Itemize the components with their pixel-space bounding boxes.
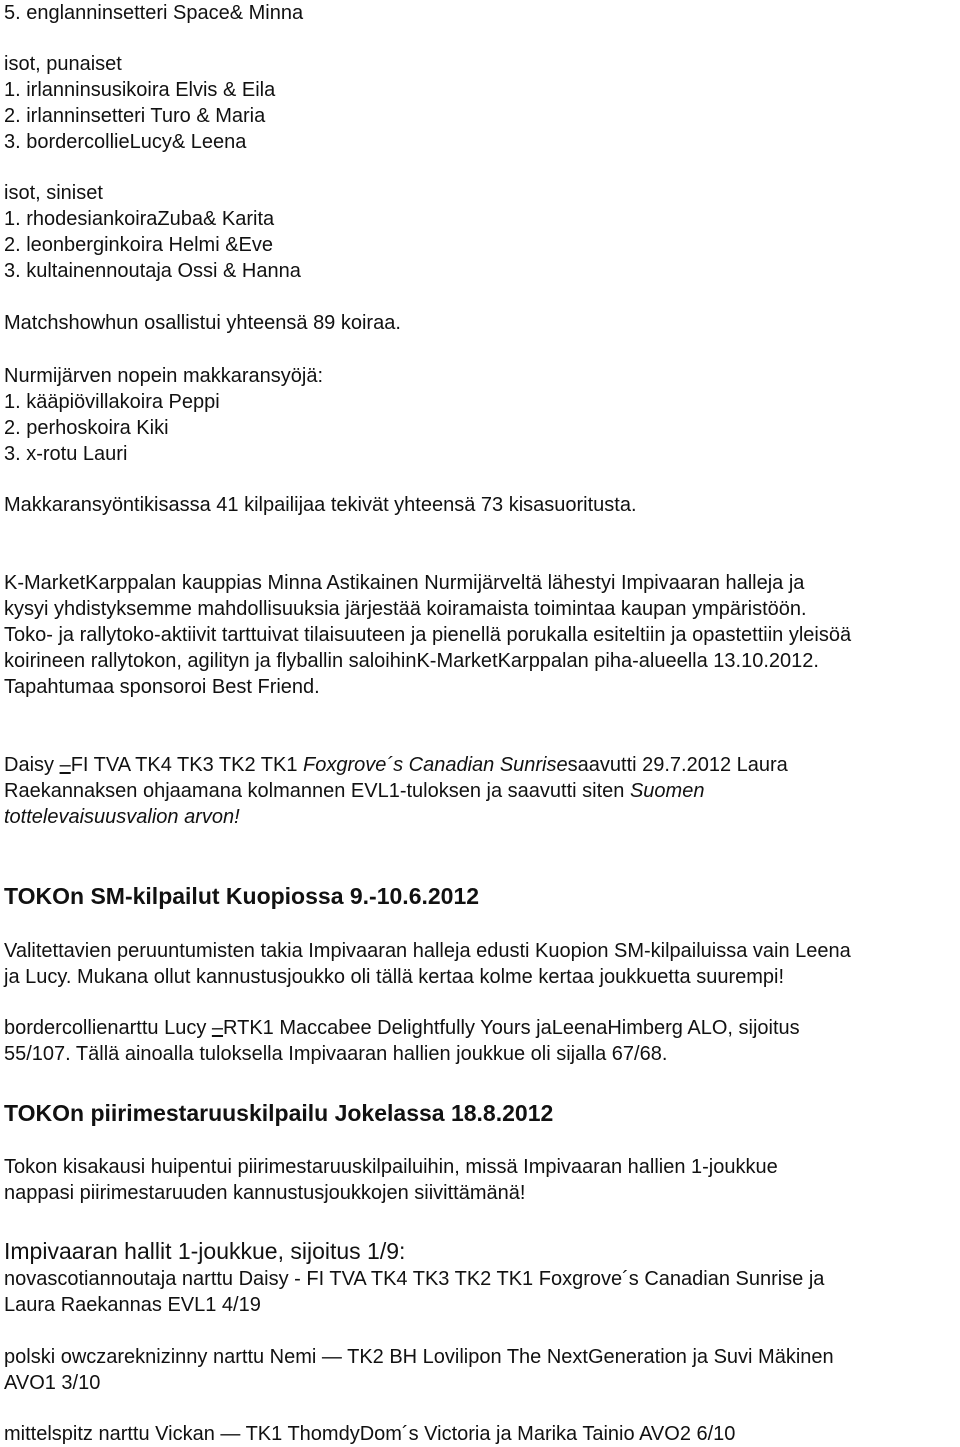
list-item: 1. kääpiövillakoira Peppi — [4, 391, 220, 413]
list-item: 2. irlanninsetteri Turo & Maria — [4, 105, 266, 127]
daisy-result-line — [4, 752, 788, 778]
text-span: saavutti 29.7.2012 Laura — [567, 754, 788, 776]
list-item: 3. x-rotu Lauri — [4, 443, 128, 465]
team-member-line: polski owczareknizinny narttu Nemi — TK2 BH Lovilipon The NextGeneration ja Suvi Mäkinen — [4, 1346, 834, 1368]
list-item: 3. bordercollieLucy& Leena — [4, 131, 247, 153]
list-item: 1. irlanninsusikoira Elvis & Eila — [4, 79, 276, 101]
section-heading-sm: TOKOn SM-kilpailut Kuopiossa 9.-10.6.2012 — [4, 883, 480, 909]
text-span: FI TVA TK4 TK3 TK2 TK1 — [70, 754, 304, 776]
paragraph-line: K-MarketKarppalan kauppias Minna Astikainen Nurmijärveltä lähestyi Impivaaran halleja ja — [4, 572, 805, 594]
paragraph-line: koirineen rallytokon, agilityn ja flyballin saloihinK-MarketKarppalan piha-alueella 13.10.2012. — [4, 650, 819, 672]
team-heading: Impivaaran hallit 1-joukkue, sijoitus 1/9: — [4, 1238, 406, 1264]
daisy-result-line — [4, 778, 704, 804]
underlined-dash: – — [211, 1017, 224, 1039]
underlined-dash: – — [59, 754, 71, 776]
italic-text: Suomen — [629, 780, 705, 802]
category-heading: Nurmijärven nopein makkaransyöjä: — [4, 365, 324, 387]
paragraph-line: Valitettavien peruuntumisten takia Impivaaran halleja edusti Kuopion SM-kilpailuissa vain Leena — [4, 940, 851, 962]
text-span: RTK1 Maccabee Delightfully Yours jaLeenaHimberg ALO, sijoitus — [223, 1017, 800, 1039]
italic-dog-name: Foxgrove´s Canadian Sunrise — [303, 754, 568, 776]
text-span: Raekannaksen ohjaamana kolmannen EVL1-tuloksen ja saavutti siten — [4, 780, 630, 802]
paragraph-line: Toko- ja rallytoko-aktiivit tarttuivat tilaisuuteen ja pienellä porukalla esiteltiin ja opastettiin yleisöä — [4, 624, 852, 646]
daisy-result-line — [4, 804, 240, 830]
paragraph-line: kysyi yhdistyksemme mahdollisuuksia järjestää koiramaista toimintaa kaupan ympäristöön. — [4, 598, 807, 620]
team-member-line: mittelspitz narttu Vickan — TK1 ThomdyDom´s Victoria ja Marika Tainio AVO2 6/10 — [4, 1423, 736, 1445]
result-line: 55/107. Tällä ainoalla tuloksella Impivaaran hallien joukkue oli sijalla 67/68. — [4, 1043, 668, 1065]
list-item: 1. rhodesiankoiraZuba& Karita — [4, 208, 275, 230]
list-item: 2. leonberginkoira Helmi &Eve — [4, 234, 274, 256]
category-heading: isot, punaiset — [4, 53, 122, 75]
team-member-line: novascotiannoutaja narttu Daisy - FI TVA TK4 TK3 TK2 TK1 Foxgrove´s Canadian Sunrise ja — [4, 1268, 825, 1290]
team-member-line: Laura Raekannas EVL1 4/19 — [4, 1294, 261, 1316]
team-member-line: AVO1 3/10 — [4, 1372, 101, 1394]
text-line: Makkaransyöntikisassa 41 kilpailijaa tekivät yhteensä 73 kisasuoritusta. — [4, 494, 637, 516]
paragraph-line: Tapahtumaa sponsoroi Best Friend. — [4, 676, 320, 698]
list-item: 3. kultainennoutaja Ossi & Hanna — [4, 260, 301, 282]
section-heading-piiri: TOKOn piirimestaruuskilpailu Jokelassa 18.8.2012 — [4, 1100, 554, 1126]
paragraph-line: ja Lucy. Mukana ollut kannustusjoukko oli tällä kertaa kolme kertaa joukkuetta suurempi! — [4, 966, 785, 988]
italic-text: tottelevaisuusvalion arvon! — [4, 806, 240, 828]
text-span: Daisy — [4, 754, 60, 776]
text-line: 5. englanninsetteri Space& Minna — [4, 2, 304, 24]
list-item: 2. perhoskoira Kiki — [4, 417, 169, 439]
text-span: bordercollienarttu Lucy — [4, 1017, 212, 1039]
paragraph-line: nappasi piirimestaruuden kannustusjoukkojen siivittämänä! — [4, 1182, 526, 1204]
result-line — [4, 1015, 800, 1041]
paragraph-line: Tokon kisakausi huipentui piirimestaruuskilpailuihin, missä Impivaaran hallien 1-joukkue — [4, 1156, 778, 1178]
category-heading: isot, siniset — [4, 182, 103, 204]
text-line: Matchshowhun osallistui yhteensä 89 koiraa. — [4, 312, 401, 334]
